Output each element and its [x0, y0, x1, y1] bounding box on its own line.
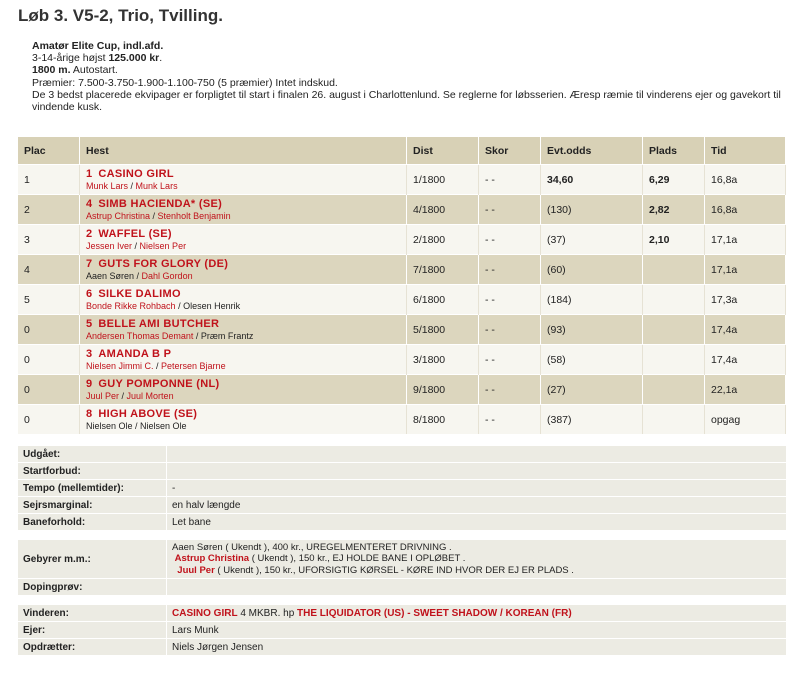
horse-number: 3 — [86, 348, 93, 360]
cell-odds: 34,60 — [541, 165, 643, 195]
cell-hest: 7 GUTS FOR GLORY (DE) Aaen Søren / Dahl Gordon — [80, 255, 407, 285]
detail-baneforhold: Baneforhold: Let bane — [18, 514, 786, 531]
trainer-link[interactable]: Olesen Henrik — [183, 301, 241, 311]
cell-plads: 2,10 — [643, 225, 705, 255]
cell-hest: 3 AMANDA B P Nielsen Jimmi C. / Petersen Bjarne — [80, 345, 407, 375]
trainer-link[interactable]: Nielsen Ole — [140, 421, 187, 431]
winner-horse-link[interactable]: CASINO GIRL — [172, 607, 238, 619]
cell-tid: 17,1a — [705, 225, 786, 255]
trainer-link[interactable]: Juul Morten — [126, 391, 174, 401]
cell-hest: 9 GUY POMPONNE (NL) Juul Per / Juul Morten — [80, 375, 407, 405]
race-info — [32, 40, 784, 113]
detail-sejrsmarginal: Sejrsmarginal: en halv længde — [18, 497, 786, 514]
results-header-row — [18, 137, 786, 165]
driver-link[interactable]: Andersen Thomas Demant — [86, 331, 194, 341]
driver-link[interactable]: Nielsen Ole — [86, 421, 133, 431]
driver-link[interactable]: Bonde Rikke Rohbach — [86, 301, 176, 311]
table-row — [18, 405, 786, 435]
trainer-link[interactable]: Dahl Gordon — [141, 271, 193, 281]
cell-plac: 2 — [18, 195, 80, 225]
results-table — [18, 137, 786, 434]
horse-name-link[interactable]: BELLE AMI BUTCHER — [98, 318, 220, 330]
cell-plads — [643, 375, 705, 405]
cell-tid: opgag — [705, 405, 786, 435]
cell-odds: (60) — [541, 255, 643, 285]
trainer-link[interactable]: Munk Lars — [135, 181, 178, 191]
horse-name-link[interactable]: SILKE DALIMO — [98, 288, 181, 300]
cell-odds: (387) — [541, 405, 643, 435]
driver-link[interactable]: Jessen Iver — [86, 241, 133, 251]
detail-tempo: Tempo (mellemtider): - — [18, 480, 786, 497]
col-hest: Hest — [80, 137, 407, 165]
driver-link[interactable]: Aaen Søren — [86, 271, 135, 281]
race-notes: De 3 bedst placerede ekvipager er forpligtet til start i finalen 26. august i Charlottenlund. Se reglerne for løbsserien. Æresp ræmie til vinderens ejer og gavekort til vindende kusk. — [32, 88, 781, 114]
detail-ejer: Ejer: Lars Munk — [18, 622, 786, 639]
horse-number: 4 — [86, 198, 93, 210]
cell-dist: 3/1800 — [407, 345, 479, 375]
col-odds: Evt.odds — [541, 137, 643, 165]
cell-hest: 6 SILKE DALIMO Bonde Rikke Rohbach / Olesen Henrik — [80, 285, 407, 315]
cell-hest: 1 CASINO GIRL Munk Lars / Munk Lars — [80, 165, 407, 195]
trainer-link[interactable]: Stenholt Benjamin — [157, 211, 231, 221]
horse-number: 7 — [86, 258, 93, 270]
horse-number: 6 — [86, 288, 93, 300]
cell-skor: - - — [479, 225, 541, 255]
horse-name-link[interactable]: HIGH ABOVE (SE) — [98, 408, 198, 420]
col-tid: Tid — [705, 137, 786, 165]
cell-plac: 1 — [18, 165, 80, 195]
cell-plac: 0 — [18, 345, 80, 375]
cell-dist: 7/1800 — [407, 255, 479, 285]
detail-gap — [18, 531, 786, 540]
cell-odds: (37) — [541, 225, 643, 255]
cell-skor: - - — [479, 345, 541, 375]
driver-link[interactable]: Nielsen Jimmi C. — [86, 361, 154, 371]
cell-hest: 5 BELLE AMI BUTCHER Andersen Thomas Demant / Præm Frantz — [80, 315, 407, 345]
cell-plads — [643, 315, 705, 345]
prizes: Præmier: 7.500-3.750-1.900-1.100-750 (5 præmier) Intet indskud. — [32, 76, 338, 89]
cell-plac: 3 — [18, 225, 80, 255]
cell-skor: - - — [479, 195, 541, 225]
cell-tid: 17,3a — [705, 285, 786, 315]
trainer-link[interactable]: Nielsen Per — [139, 241, 187, 251]
cell-plac: 4 — [18, 255, 80, 285]
detail-udgaet: Udgået: — [18, 446, 786, 463]
cell-tid: 17,4a — [705, 345, 786, 375]
cell-tid: 16,8a — [705, 195, 786, 225]
race-name: Amatør Elite Cup, indl.afd. — [32, 40, 164, 52]
cell-dist: 8/1800 — [407, 405, 479, 435]
table-row — [18, 285, 786, 315]
detail-gebyrer: Gebyrer m.m.: Aaen Søren ( Ukendt ), 400 kr., UREGELMENTERET DRIVNING . Astrup Christina ( Ukendt ), 150 kr., EJ HOLDE BANE I OPLØBET . Juul Per ( Ukendt ), 150 kr., UFORSIGTIG KØRSEL - KØRE IND HVOR DER EJ ER PLADS . — [18, 540, 786, 579]
horse-number: 1 — [86, 168, 93, 180]
cell-skor: - - — [479, 285, 541, 315]
cell-dist: 2/1800 — [407, 225, 479, 255]
cell-dist: 1/1800 — [407, 165, 479, 195]
horse-number: 5 — [86, 318, 93, 330]
cell-odds: (130) — [541, 195, 643, 225]
driver-link[interactable]: Juul Per — [86, 391, 120, 401]
fee-line: Juul Per ( Ukendt ), 150 kr., UFORSIGTIG KØRSEL - KØRE IND HVOR DER EJ ER PLADS . — [177, 564, 574, 576]
fee-line: Aaen Søren ( Ukendt ), 400 kr., UREGELMENTERET DRIVNING . — [172, 541, 452, 553]
table-row — [18, 375, 786, 405]
detail-opdraetter: Opdrætter: Niels Jørgen Jensen — [18, 639, 786, 656]
trainer-link[interactable]: Petersen Bjarne — [161, 361, 226, 371]
cell-dist: 6/1800 — [407, 285, 479, 315]
driver-link[interactable]: Munk Lars — [86, 181, 129, 191]
cell-tid: 17,4a — [705, 315, 786, 345]
detail-vinderen: Vinderen: CASINO GIRL 4 MKBR. hp THE LIQUIDATOR (US) - SWEET SHADOW / KOREAN (FR) — [18, 605, 786, 622]
cell-hest: 2 WAFFEL (SE) Jessen Iver / Nielsen Per — [80, 225, 407, 255]
cell-dist: 4/1800 — [407, 195, 479, 225]
detail-startforbud: Startforbud: — [18, 463, 786, 480]
col-skor: Skor — [479, 137, 541, 165]
cell-dist: 9/1800 — [407, 375, 479, 405]
cell-skor: - - — [479, 375, 541, 405]
cell-skor: - - — [479, 165, 541, 195]
results-body — [18, 165, 786, 435]
cell-dist: 5/1800 — [407, 315, 479, 345]
col-plac: Plac — [18, 137, 80, 165]
col-dist: Dist — [407, 137, 479, 165]
winner-pedigree-link[interactable]: THE LIQUIDATOR (US) - SWEET SHADOW / KOREAN (FR) — [297, 607, 572, 619]
cell-odds: (27) — [541, 375, 643, 405]
cell-plads: 2,82 — [643, 195, 705, 225]
table-row — [18, 345, 786, 375]
table-row — [18, 225, 786, 255]
distance-line: 1800 m. Autostart. — [32, 64, 118, 77]
cell-plac: 5 — [18, 285, 80, 315]
horse-number: 8 — [86, 408, 93, 420]
page-title: Løb 3. V5-2, Trio, Tvilling. — [18, 6, 223, 25]
cell-hest: 8 HIGH ABOVE (SE) Nielsen Ole / Nielsen Ole — [80, 405, 407, 435]
horse-name-link[interactable]: SIMB HACIENDA* (SE) — [98, 198, 223, 210]
table-row — [18, 315, 786, 345]
cell-skor: - - — [479, 405, 541, 435]
cell-odds: (93) — [541, 315, 643, 345]
cell-plads — [643, 255, 705, 285]
horse-name-link[interactable]: AMANDA B P — [98, 348, 172, 360]
horse-name-link[interactable]: GUY POMPONNE (NL) — [98, 378, 220, 390]
horse-name-link[interactable]: GUTS FOR GLORY (DE) — [98, 258, 229, 270]
cell-odds: (184) — [541, 285, 643, 315]
cell-plac: 0 — [18, 315, 80, 345]
cell-odds: (58) — [541, 345, 643, 375]
cell-plads — [643, 285, 705, 315]
cell-tid: 16,8a — [705, 165, 786, 195]
horse-name-link[interactable]: WAFFEL (SE) — [98, 228, 172, 240]
cell-tid: 22,1a — [705, 375, 786, 405]
cell-plads — [643, 405, 705, 435]
trainer-link[interactable]: Præm Frantz — [200, 331, 254, 341]
fee-line: Astrup Christina ( Ukendt ), 150 kr., EJ HOLDE BANE I OPLØBET . — [174, 553, 466, 565]
detail-gap — [18, 596, 786, 605]
detail-doping: Dopingprøv: — [18, 579, 786, 596]
horse-number: 2 — [86, 228, 93, 240]
cell-plac: 0 — [18, 375, 80, 405]
col-plads: Plads — [643, 137, 705, 165]
horse-number: 9 — [86, 378, 93, 390]
table-row — [18, 165, 786, 195]
cell-hest: 4 SIMB HACIENDA* (SE) Astrup Christina / Stenholt Benjamin — [80, 195, 407, 225]
horse-name-link[interactable]: CASINO GIRL — [98, 168, 174, 180]
eligibility: 3-14-årige højst 125.000 kr. — [32, 52, 163, 65]
cell-skor: - - — [479, 315, 541, 345]
cell-skor: - - — [479, 255, 541, 285]
cell-plac: 0 — [18, 405, 80, 435]
cell-tid: 17,1a — [705, 255, 786, 285]
table-row — [18, 195, 786, 225]
cell-plads: 6,29 — [643, 165, 705, 195]
details-table — [18, 445, 786, 655]
table-row — [18, 255, 786, 285]
cell-plads — [643, 345, 705, 375]
driver-link[interactable]: Astrup Christina — [86, 211, 151, 221]
